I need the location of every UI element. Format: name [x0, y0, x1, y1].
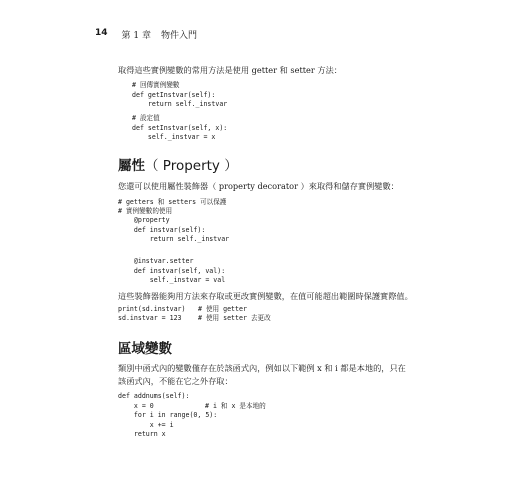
paragraph-local-variables: 類別中函式內的變數僅存在於該函式內，例如以下範例 x 和 i 都是本地的，只在該函式內，不能在它之外存取： — [118, 363, 406, 386]
paragraph-getter-setter: 取得這些實例變數的常用方法是使用 getter 和 setter 方法： — [118, 65, 342, 75]
code-line: def instvar(self): — [118, 225, 206, 234]
heading-property-latin: （ Property ） — [145, 158, 238, 174]
heading-local-variables: 區域變數 — [118, 341, 172, 357]
code-comment: # 實例變數的使用 — [118, 207, 173, 215]
code-line: x = 0 — [118, 401, 154, 410]
code-comment: # 使用 setter 去更改 — [198, 314, 271, 322]
chapter-label: 第 1 章 — [121, 31, 151, 41]
code-comment: # getters 和 setters 可以保護 — [118, 198, 227, 206]
chapter-title: 物件入門 — [160, 31, 197, 41]
running-header — [95, 28, 197, 41]
code-line: def setInstvar(self, x): — [132, 123, 228, 132]
code-line: def getInstvar(self): — [132, 90, 216, 99]
code-line: @instvar.setter — [118, 257, 194, 265]
page-number: 14 — [95, 28, 108, 38]
code-line: self._instvar = val — [118, 276, 226, 284]
heading-property — [118, 154, 238, 174]
code-line: sd.instvar = 123 — [118, 314, 182, 322]
code-line: x += i — [118, 420, 174, 429]
heading-property-cjk: 屬性 — [118, 158, 145, 174]
paragraph-property-decorator: 您還可以使用屬性裝飾器（ property decorator ）來取得和儲存實例變數： — [118, 181, 399, 191]
code-line: print(sd.instvar) — [118, 305, 186, 313]
code-line: self._instvar = x — [132, 133, 216, 141]
code-line: def addnums(self): — [118, 392, 190, 400]
code-line: @property — [118, 216, 170, 224]
code-line: for i in range(0, 5): — [118, 411, 218, 419]
code-line: return self._instvar — [118, 235, 230, 243]
code-line: def instvar(self, val): — [118, 266, 226, 275]
code-comment: # 使用 getter — [198, 305, 247, 313]
paragraph-decorator-explanation: 這些裝飾器能夠用方法來存取或更改實例變數，在值可能超出範圍時保護實際值。 — [118, 291, 413, 301]
code-line: return x — [118, 430, 166, 438]
code-comment: # 設定值 — [132, 114, 160, 122]
code-line: return self._instvar — [132, 100, 228, 108]
code-comment: # 回傳實例變數 — [132, 81, 180, 89]
code-comment: # i 和 x 是本地的 — [205, 401, 266, 410]
